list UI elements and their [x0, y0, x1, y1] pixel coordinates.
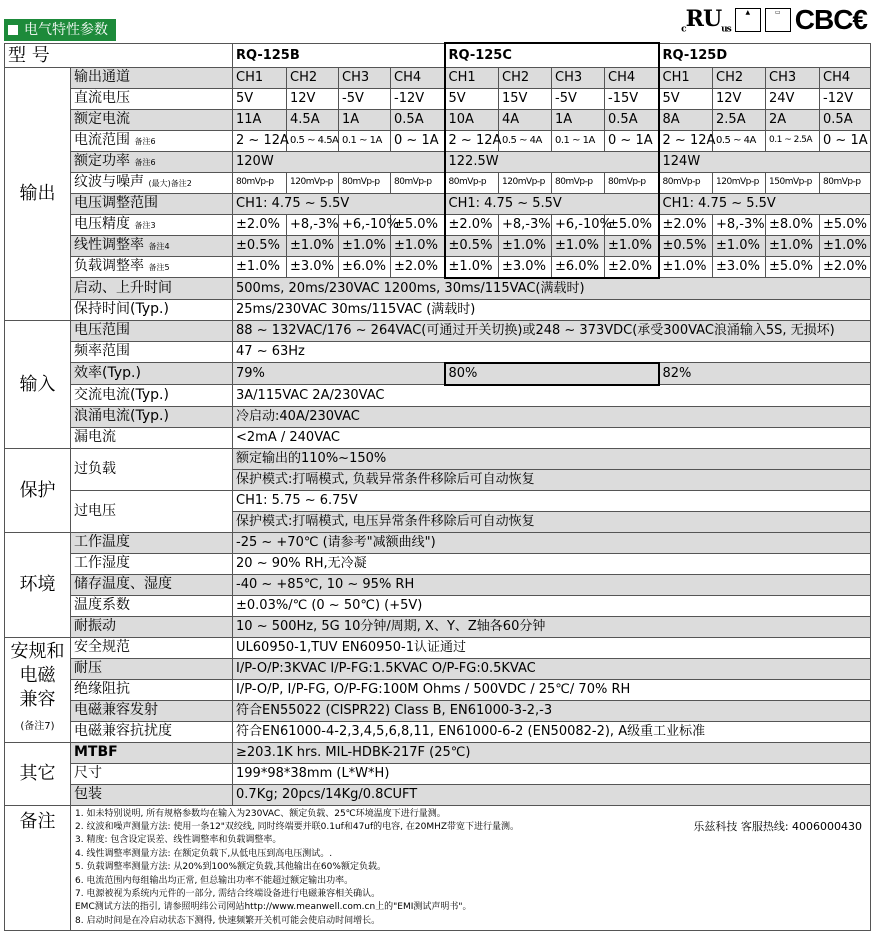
temp-label: 工作温度: [71, 532, 233, 553]
cell: ±5.0%: [391, 214, 445, 235]
cell: ±2.0%: [605, 256, 659, 278]
cell: ±1.0%: [445, 256, 499, 278]
cell: 0 ~ 1A: [391, 130, 445, 151]
cell: ±5.0%: [766, 256, 820, 278]
cell: 120W: [233, 151, 445, 172]
cell: 199*98*38mm (L*W*H): [233, 763, 871, 784]
note-line: 2. 纹波和噪声测量方法: 使用一条12"双绞线, 同时终端要并联0.1uf和47uf的电容, 在20MHZ带宽下进行量测。: [75, 821, 520, 832]
cell: 10 ~ 500Hz, 5G 10分钟/周期, X、Y、Z轴各60分钟: [233, 616, 871, 637]
output-category: 输出: [5, 67, 71, 320]
cell: CH4: [605, 67, 659, 88]
voltage-label: 直流电压: [71, 88, 233, 109]
wv-label: 耐压: [71, 658, 233, 679]
cell: 4.5A: [287, 109, 339, 130]
store-label: 储存温度、湿度: [71, 574, 233, 595]
notes-category: 备注: [5, 805, 71, 931]
cell: 80mVp-p: [233, 172, 287, 193]
notes-text: [71, 805, 871, 931]
cell: ±5.0%: [605, 214, 659, 235]
cell: 124W: [659, 151, 871, 172]
cell: ≥203.1K hrs. MIL-HDBK-217F (25℃): [233, 742, 871, 763]
cell: <2mA / 240VAC: [233, 427, 871, 448]
cell: UL60950-1,TUV EN60950-1认证通过: [233, 637, 871, 658]
cell: 0 ~ 1A: [605, 130, 659, 151]
cell: ±1.0%: [499, 235, 552, 256]
cell: 47 ~ 63Hz: [233, 341, 871, 363]
cell: 4A: [499, 109, 552, 130]
cell: CH4: [391, 67, 445, 88]
cell: +8,-3%: [499, 214, 552, 235]
note-line: 8. 启动时间是在冷启动状态下测得, 快速频繁开关机可能会使启动时间增长。: [75, 915, 381, 926]
cell: -5V: [339, 88, 391, 109]
spec-table: [4, 42, 871, 931]
certification-logos: [681, 4, 867, 36]
cell: 80mVp-p: [552, 172, 605, 193]
cell: 82%: [659, 363, 871, 385]
cell: 2 ~ 12A: [445, 130, 499, 151]
current-label: 额定电流: [71, 109, 233, 130]
cell: ±2.0%: [445, 214, 499, 235]
cell: 1A: [339, 109, 391, 130]
cell: CH4: [820, 67, 871, 88]
cell: 0.5 ~ 4A: [499, 130, 552, 151]
line-label: 线性调整率 备注4: [71, 235, 233, 256]
cell: -25 ~ +70℃ (请参考"减额曲线"): [233, 532, 871, 553]
cell: -12V: [820, 88, 871, 109]
std-label: 安全规范: [71, 637, 233, 658]
cell: 0.1 ~ 1A: [339, 130, 391, 151]
note-line: EMC测试方法的指引, 请参照明纬公司网站http://www.meanwell.com.cn上的"EMI测试声明书"。: [75, 902, 472, 913]
cell: 10A: [445, 109, 499, 130]
coef-label: 温度系数: [71, 595, 233, 616]
cell: 120mVp-p: [499, 172, 552, 193]
cell: ±6.0%: [339, 256, 391, 278]
cell: 24V: [766, 88, 820, 109]
cell: ±1.0%: [339, 235, 391, 256]
cell: 120mVp-p: [287, 172, 339, 193]
load-label: 负载调整率 备注5: [71, 256, 233, 278]
cell: 保护模式:打嗝模式, 电压异常条件移除后可自动恢复: [233, 511, 871, 532]
cell: CH3: [766, 67, 820, 88]
cell: ±5.0%: [820, 214, 871, 235]
mtbf-label: MTBF: [71, 742, 233, 763]
cb-ce-logo: CBC€: [794, 4, 867, 35]
cell: CH3: [339, 67, 391, 88]
cell: +8,-3%: [713, 214, 766, 235]
ol-label: 过负载: [71, 448, 233, 490]
note-line: 7. 电源被视为系统内元件的一部分, 需结合终端设备进行电磁兼容相关确认。: [75, 888, 381, 899]
pack-label: 包装: [71, 784, 233, 805]
square-icon: [8, 25, 18, 35]
cell: 5V: [233, 88, 287, 109]
inrush-label: 浪涌电流(Typ.): [71, 406, 233, 427]
cell: 79%: [233, 363, 445, 385]
quality-mark-icon: ▭: [765, 8, 791, 32]
cell: ±3.0%: [499, 256, 552, 278]
cell: 5V: [659, 88, 713, 109]
protection-category: 保护: [5, 448, 71, 532]
cell: ±3.0%: [713, 256, 766, 278]
section-title: 电气特性参数: [24, 22, 108, 38]
cell: 11A: [233, 109, 287, 130]
cell: 额定输出的110%~150%: [233, 448, 871, 469]
cell: 符合EN55022 (CISPR22) Class B, EN61000-3-2,-3: [233, 700, 871, 721]
cell: ±2.0%: [659, 214, 713, 235]
cell: ±2.0%: [233, 214, 287, 235]
cell: ±0.5%: [659, 235, 713, 256]
cell: 冷启动:40A/230VAC: [233, 406, 871, 427]
cell: ±1.0%: [233, 256, 287, 278]
channels-label: 输出通道: [71, 67, 233, 88]
cell: CH1: [445, 67, 499, 88]
cell: ±1.0%: [713, 235, 766, 256]
input-category: 输入: [5, 320, 71, 448]
cell: -15V: [605, 88, 659, 109]
cell: 12V: [713, 88, 766, 109]
cell: CH1: 4.75 ~ 5.5V: [445, 193, 659, 214]
cell: 0 ~ 1A: [820, 130, 871, 151]
eff-label: 效率(Typ.): [71, 363, 233, 385]
cell: ±2.0%: [820, 256, 871, 278]
cell: ±1.0%: [820, 235, 871, 256]
iso-label: 绝缘阻抗: [71, 679, 233, 700]
cell: +6,-10%: [339, 214, 391, 235]
cell: 80mVp-p: [659, 172, 713, 193]
safety-category: 安规和 电磁 兼容 (备注7): [5, 637, 71, 742]
cell: CH1: [659, 67, 713, 88]
cell: CH1: [233, 67, 287, 88]
cell: 2 ~ 12A: [659, 130, 713, 151]
cell: ±3.0%: [287, 256, 339, 278]
cell: 20 ~ 90% RH,无冷凝: [233, 553, 871, 574]
cell: 12V: [287, 88, 339, 109]
cell: ±6.0%: [552, 256, 605, 278]
cell: CH2: [287, 67, 339, 88]
hotline-text: 乐兹科技 客服热线: 4006000430: [693, 819, 863, 833]
others-category: 其它: [5, 742, 71, 805]
section-header: [4, 19, 116, 41]
note-line: 1. 如未特别说明, 所有规格参数均在输入为230VAC、额定负载、25℃环境温度下进行量测。: [75, 808, 446, 819]
cell: 0.5 ~ 4A: [713, 130, 766, 151]
cell: 80mVp-p: [445, 172, 499, 193]
adj-label: 电压调整范围: [71, 193, 233, 214]
freq-label: 频率范围: [71, 341, 233, 363]
cell: 122.5W: [445, 151, 659, 172]
power-label: 额定功率 备注6: [71, 151, 233, 172]
cell: CH3: [552, 67, 605, 88]
cell: 120mVp-p: [713, 172, 766, 193]
note-line: 3. 精度: 包含设定误差、线性调整率和负载调整率。: [75, 835, 282, 846]
cell: 2 ~ 12A: [233, 130, 287, 151]
model-b: RQ-125B: [233, 43, 445, 67]
cell: 保护模式:打嗝模式, 负载异常条件移除后可自动恢复: [233, 469, 871, 490]
env-category: 环境: [5, 532, 71, 637]
ov-label: 过电压: [71, 490, 233, 532]
cell: CH2: [713, 67, 766, 88]
dim-label: 尺寸: [71, 763, 233, 784]
cell: ±1.0%: [605, 235, 659, 256]
ems-label: 电磁兼容抗扰度: [71, 721, 233, 742]
cell: 2.5A: [713, 109, 766, 130]
cell: 1A: [552, 109, 605, 130]
leak-label: 漏电流: [71, 427, 233, 448]
ripple-label: 纹波与噪声 (最大)备注2: [71, 172, 233, 193]
model-d: RQ-125D: [659, 43, 871, 67]
cell: -40 ~ +85℃, 10 ~ 95% RH: [233, 574, 871, 595]
cell: 88 ~ 132VAC/176 ~ 264VAC(可通过开关切换)或248 ~ 373VDC(承受300VAC浪涌输入5S, 无损坏): [233, 320, 871, 341]
cell: CH1: 4.75 ~ 5.5V: [233, 193, 445, 214]
hum-label: 工作湿度: [71, 553, 233, 574]
cell: 0.5 ~ 4.5A: [287, 130, 339, 151]
ac-label: 交流电流(Typ.): [71, 385, 233, 407]
cell: CH1: 5.75 ~ 6.75V: [233, 490, 871, 511]
cell: 80mVp-p: [605, 172, 659, 193]
safety-triangle-icon: ▲: [735, 8, 761, 32]
cell: 150mVp-p: [766, 172, 820, 193]
note-line: 4. 线性调整率测量方法: 在额定负载下,从低电压到高电压测试。.: [75, 848, 333, 859]
cell: 80%: [445, 363, 659, 385]
ul-logo: $_cRU_{us}$: [681, 5, 731, 35]
cell: I/P-O/P, I/P-FG, O/P-FG:100M Ohms / 500VDC / 25℃/ 70% RH: [233, 679, 871, 700]
cell: 5V: [445, 88, 499, 109]
cell: ±0.5%: [233, 235, 287, 256]
note-line: 6. 电流范围内每组输出均正常, 但总输出功率不能超过额定输出功率。: [75, 875, 354, 886]
cell: ±1.0%: [766, 235, 820, 256]
cell: ±2.0%: [391, 256, 445, 278]
cell: +8,-3%: [287, 214, 339, 235]
cell: 0.5A: [391, 109, 445, 130]
model-c: RQ-125C: [445, 43, 659, 67]
cell: I/P-O/P:3KVAC I/P-FG:1.5KVAC O/P-FG:0.5KVAC: [233, 658, 871, 679]
cell: 500ms, 20ms/230VAC 1200ms, 30ms/115VAC(满载时): [233, 278, 871, 300]
cell: 80mVp-p: [820, 172, 871, 193]
cell: 0.1 ~ 1A: [552, 130, 605, 151]
cell: 80mVp-p: [339, 172, 391, 193]
cell: CH1: 4.75 ~ 5.5V: [659, 193, 871, 214]
cell: ±8.0%: [766, 214, 820, 235]
cell: 0.5A: [605, 109, 659, 130]
tol-label: 电压精度 备注3: [71, 214, 233, 235]
emc-label: 电磁兼容发射: [71, 700, 233, 721]
cell: 15V: [499, 88, 552, 109]
cell: ±1.0%: [391, 235, 445, 256]
cell: 符合EN61000-4-2,3,4,5,6,8,11, EN61000-6-2 (EN50082-2), A级重工业标准: [233, 721, 871, 742]
cell: 8A: [659, 109, 713, 130]
range-label: 电流范围 备注6: [71, 130, 233, 151]
cell: 0.7Kg; 20pcs/14Kg/0.8CUFT: [233, 784, 871, 805]
type-label: 型 号: [5, 43, 233, 67]
cell: ±1.0%: [552, 235, 605, 256]
cell: -5V: [552, 88, 605, 109]
vib-label: 耐振动: [71, 616, 233, 637]
cell: ±1.0%: [287, 235, 339, 256]
cell: CH2: [499, 67, 552, 88]
cell: 0.5A: [820, 109, 871, 130]
cell: -12V: [391, 88, 445, 109]
cell: 80mVp-p: [391, 172, 445, 193]
vrange-label: 电压范围: [71, 320, 233, 341]
note-line: 5. 负载调整率测量方法: 从20%到100%额定负载,其他输出在60%额定负载。: [75, 862, 386, 873]
cell: 0.1 ~ 2.5A: [766, 130, 820, 151]
cell: 25ms/230VAC 30ms/115VAC (满载时): [233, 299, 871, 320]
cell: +6,-10%: [552, 214, 605, 235]
cell: ±0.5%: [445, 235, 499, 256]
hold-label: 保持时间(Typ.): [71, 299, 233, 320]
setup-label: 启动、上升时间: [71, 278, 233, 300]
cell: ±1.0%: [659, 256, 713, 278]
cell: 2A: [766, 109, 820, 130]
cell: 3A/115VAC 2A/230VAC: [233, 385, 871, 407]
cell: ±0.03%/℃ (0 ~ 50℃) (+5V): [233, 595, 871, 616]
